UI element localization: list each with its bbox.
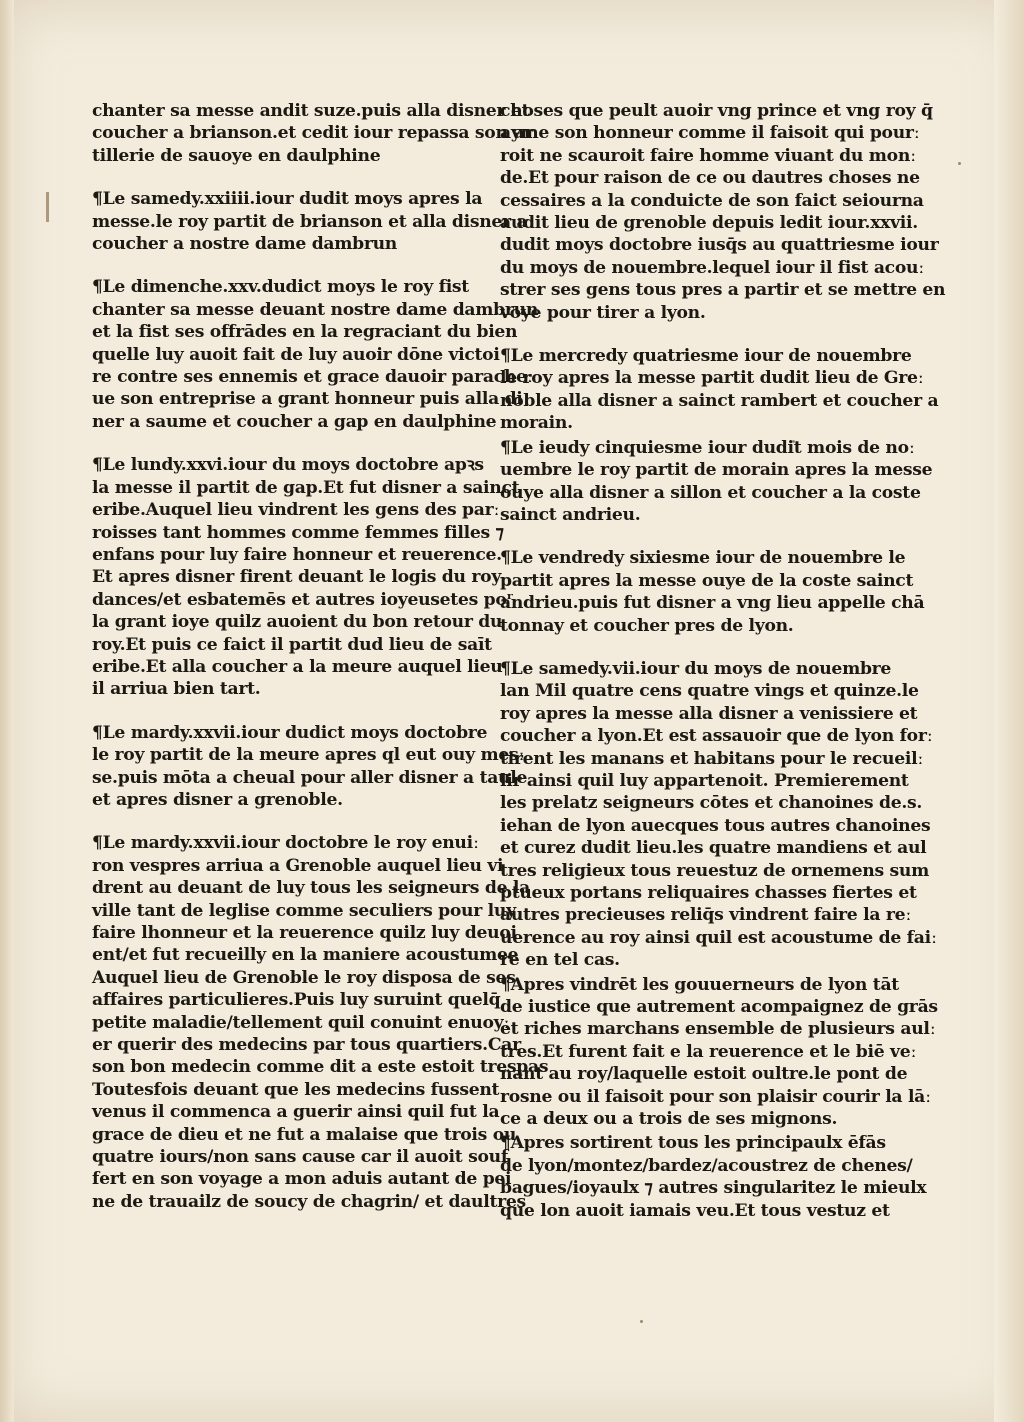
text-line: de lyon/montez/bardez/acoustrez de chenes/	[500, 1155, 913, 1176]
text-line: iehan de lyon auecques tous autres chanoines	[500, 815, 931, 836]
text-line: la grant ioye quilz auoient du bon retour du	[92, 612, 503, 633]
text-line: lan Mil quatre cens quatre vings et quinze.le	[500, 681, 919, 702]
ink-mark	[46, 192, 49, 222]
paragraph	[92, 188, 528, 255]
text-line: chanter sa messe andit suze.puis alla disner et	[92, 101, 530, 121]
text-line: ville tant de leglise comme seculiers pour luy	[92, 900, 516, 921]
text-line: du moys de nouembre.lequel iour il fist acouː	[500, 257, 925, 278]
paragraph-gap	[500, 324, 880, 345]
text-line: andrieu.puis fut disner a vng lieu appelle chā	[500, 593, 925, 614]
paragraph	[500, 100, 946, 324]
paragraph-gap	[92, 255, 478, 276]
text-line: tillerie de sauoye en daulphine	[92, 145, 381, 166]
paragraph	[92, 454, 520, 700]
text-line: chanter sa messe deuant nostre dame dambrun	[92, 299, 539, 320]
text-line: ¶Apres sortirent tous les principaulx ēfās	[500, 1133, 886, 1154]
text-line: ¶Le samedy.vii.iour du moys de nouembre	[500, 658, 892, 679]
text-line: ¶Le mardy.xxvii.iour doctobre le roy enuiː	[92, 833, 479, 854]
page-fore-edge	[994, 0, 1024, 1422]
text-line: ce a deux ou a trois de ses mignons.	[500, 1109, 838, 1130]
paper-speck	[958, 162, 961, 165]
text-line: et riches marchans ensemble de plusieurs aulː	[500, 1019, 936, 1040]
text-line: ¶Le ieudy cinquiesme iour dudit mois de noː	[500, 437, 915, 458]
text-line: ayme son honneur comme il faisoit qui pourː	[500, 123, 920, 144]
text-line: uerence au roy ainsi quil est acoustume de faiː	[500, 927, 937, 948]
text-line: autres precieuses reliq̄s vindrent faire la reː	[500, 905, 912, 926]
paragraph	[92, 832, 549, 1213]
text-line: cessaires a la conduicte de son faict seiourna	[500, 190, 924, 211]
text-line: ¶Le mardy.xxvii.iour dudict moys doctobre	[92, 722, 488, 743]
text-line: faire lhonneur et la reuerence quilz luy deuoi	[92, 923, 517, 943]
paragraph	[500, 437, 933, 527]
text-line: Auquel lieu de Grenoble le roy disposa de ses	[92, 967, 516, 988]
paper-speck	[640, 1320, 643, 1323]
text-line: re en tel cas.	[500, 950, 620, 971]
text-line: ¶Le lundy.xxvi.iour du moys doctobre apꝛs	[92, 455, 484, 476]
text-line: roy.Et puis ce faict il partit dud lieu de saīt	[92, 634, 492, 655]
text-line: eribe.Auquel lieu vindrent les gens des parː	[92, 500, 500, 521]
text-line: enfans pour luy faire honneur et reuerence.	[92, 544, 502, 565]
text-line: le roy partit de la meure apres ql eut ouy mesː	[92, 745, 525, 766]
paragraph	[500, 1132, 927, 1222]
text-line: tres.Et furent fait e la reuerence et le biē veː	[500, 1041, 917, 1062]
text-line: le roy apres la messe partit dudit lieu de Greː	[500, 368, 924, 389]
text-line: tres religieux tous reuestuz de ornemens sum	[500, 860, 930, 881]
text-line: se.puis mōta a cheual pour aller disner a taule	[92, 767, 528, 788]
text-line: ue son entreprise a grant honneur puis alla di	[92, 389, 523, 410]
text-line: et curez dudit lieu.les quatre mandiens et aul	[500, 838, 927, 859]
paragraph-gap	[500, 637, 880, 658]
text-line: re contre ses ennemis et grace dauoir paracheː	[92, 367, 533, 388]
text-line: Toutesfois deuant que les medecins fussent	[92, 1079, 500, 1100]
text-line: roisses tant hommes comme femmes filles ⁊	[92, 522, 504, 543]
text-line: dances/et esbatemēs et autres ioyeusetes poʳ	[92, 589, 514, 610]
right-text-column	[500, 100, 946, 1222]
text-line: quatre iours/non sans cause car il auoit souf	[92, 1147, 508, 1168]
text-line: venus il commenca a guerir ainsi quil fut la	[92, 1102, 500, 1123]
paragraph	[500, 345, 939, 435]
paragraph-gap	[92, 811, 478, 832]
text-line: ne de trauailz de soucy de chagrin/ et daultres	[92, 1191, 526, 1212]
text-line: voye pour tirer a lyon.	[500, 302, 706, 323]
text-line: lir ainsi quil luy appartenoit. Premierement	[500, 770, 909, 791]
text-line: ¶Apres vindrēt les gouuerneurs de lyon tāt	[500, 974, 899, 995]
text-line: ¶Le mercredy quatriesme iour de nouembre	[500, 346, 912, 367]
text-line: de iustice que autrement acompaignez de grās	[500, 997, 938, 1018]
text-line: roy apres la messe alla disner a venissiere et	[500, 703, 918, 724]
text-line: ouye alla disner a sillon et coucher a la coste	[500, 482, 921, 503]
paragraph	[500, 658, 937, 972]
text-line: ¶Le vendredy sixiesme iour de nouembre le	[500, 548, 906, 569]
paragraph-gap	[92, 433, 478, 454]
paragraph-gap	[92, 167, 478, 188]
paragraph	[500, 547, 925, 637]
paragraph	[92, 722, 528, 812]
page-binding-edge	[0, 0, 14, 1422]
text-line: Et apres disner firent deuant le logis du roy	[92, 567, 502, 588]
text-line: ent/et fut recueilly en la maniere acoustumee	[92, 945, 519, 966]
text-line: uembre le roy partit de morain apres la messe	[500, 460, 933, 481]
text-line: dudit moys doctobre iusq̄s au quattriesme iour	[500, 235, 939, 256]
text-line: er querir des medecins par tous quartiers.Car	[92, 1035, 521, 1056]
paragraph-gap	[500, 526, 880, 547]
paragraph	[92, 100, 533, 167]
text-line: ptueux portans reliquaires chasses fiertes et	[500, 883, 917, 903]
text-line: morain.	[500, 413, 573, 434]
text-line: affaires particulieres.Puis luy suruint quelq̄	[92, 990, 501, 1011]
text-line: la messe il partit de gap.Et fut disner a sainct	[92, 477, 520, 498]
text-line: partit apres la messe ouye de la coste sainct	[500, 570, 914, 591]
text-line: grace de dieu et ne fut a malaise que trois ou	[92, 1124, 517, 1145]
text-line: et apres disner a grenoble.	[92, 789, 343, 810]
text-line: petite maladie/tellement quil conuint enuoyː	[92, 1012, 510, 1033]
text-line: que lon auoit iamais veu.Et tous vestuz et	[500, 1200, 890, 1221]
text-line: fert en son voyage a mon aduis autant de pei	[92, 1169, 512, 1190]
text-line: ¶Le dimenche.xxv.dudict moys le roy fist	[92, 277, 469, 298]
text-line: de.Et pour raison de ce ou dautres choses ne	[500, 168, 920, 189]
text-line: roit ne scauroit faire homme viuant du monː	[500, 145, 917, 166]
text-line: son bon medecin comme dit a este estoit trespas	[92, 1057, 549, 1078]
text-line: tonnay et coucher pres de lyon.	[500, 615, 794, 636]
text-line: il arriua bien tart.	[92, 679, 261, 700]
paragraph	[500, 974, 938, 1131]
text-line: messe.le roy partit de brianson et alla disner a	[92, 211, 528, 232]
text-line: ¶Le samedy.xxiiii.iour dudit moys apres la	[92, 189, 483, 210]
text-line: ron vespres arriua a Grenoble auquel lieu vi	[92, 855, 504, 876]
text-line: choses que peult auoir vng prince et vng roy q̄	[500, 101, 933, 121]
text-line: drent au deuant de luy tous les seigneurs de la	[92, 878, 530, 899]
text-line: noble alla disner a sainct rambert et coucher a	[500, 390, 939, 411]
text-line: coucher a lyon.Et est assauoir que de lyon forː	[500, 726, 933, 747]
text-line: ner a saume et coucher a gap en daulphine	[92, 411, 497, 432]
text-line: coucher a brianson.et cedit iour repassa son ar	[92, 123, 533, 144]
paragraph-gap	[92, 701, 478, 722]
text-line: strer ses gens tous pres a partir et se mettre en	[500, 280, 946, 301]
text-line: quelle luy auoit fait de luy auoir dōne victoi	[92, 344, 500, 365]
text-line: et la fist ses offrādes en la regraciant du bien	[92, 322, 518, 343]
text-line: nant au roy/laquelle estoit oultre.le pont de	[500, 1064, 908, 1085]
text-line: sainct andrieu.	[500, 504, 641, 525]
text-line: coucher a nostre dame dambrun	[92, 234, 397, 255]
text-line: eribe.Et alla coucher a la meure auquel lieu	[92, 656, 503, 677]
text-line: bagues/ioyaulx ⁊ autres singularitez le mieulx	[500, 1178, 927, 1199]
text-line: tirent les manans et habitans pour le recueilː	[500, 748, 924, 769]
text-line: rosne ou il faisoit pour son plaisir courir la lāː	[500, 1086, 932, 1107]
text-line: audit lieu de grenoble depuis ledit iour.xxvii.	[500, 213, 918, 234]
text-line: les prelatz seigneurs cōtes et chanoines de.s.	[500, 793, 923, 814]
